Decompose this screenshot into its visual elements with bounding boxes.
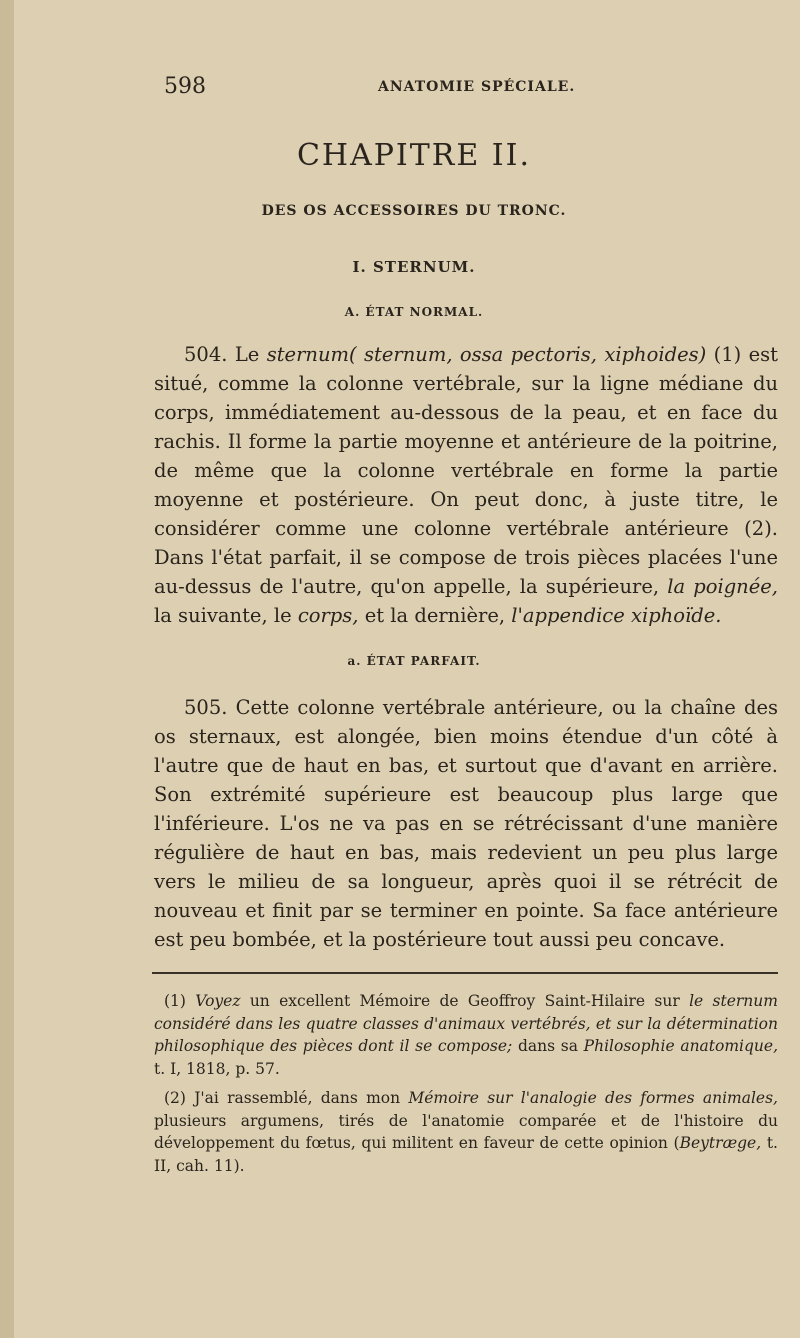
term-appendice: l'appendice xiphoïde. [511, 604, 722, 627]
subsection-title: A. ÉTAT NORMAL. [344, 305, 484, 319]
term-corps: corps, [297, 604, 359, 627]
paragraph-505: 505. Cette colonne vertébrale antérieure, ou la chaîne des os sternaux, est alongée, bien moins étendue d'un côté à l'autre que de haut en bas, et surtout que d'avant en arrière. Son extrémité supérieure est beaucoup plus large que l'inférieure. L'os ne va pas en se rétrécissant d'une manière régulière de haut en bas, mais redevient un peu plus large vers le milieu de sa longueur, après quoi il se rétrécit de nouveau et finit par se terminer en pointe. Sa face antérieure est peu bombée, et la postérieure tout aussi peu concave. [154, 696, 778, 951]
chapter-subtitle: DES OS ACCESSOIRES DU TRONC. [261, 203, 567, 219]
running-title: ANATOMIE SPÉCIALE. [378, 79, 576, 95]
footnote-divider [152, 972, 778, 974]
paragraph-number: 504. [184, 343, 228, 366]
term-poignee: la poignée, [667, 575, 779, 598]
page-header [148, 74, 778, 104]
footnote-marker: (2) [164, 1089, 186, 1107]
paragraph-504: 504. Le sternum( sternum, ossa pectoris, xiphoides) (1) est situé, comme la colonne vertébrale, sur la ligne médiane du corps, immédiatement au-dessous de la peau, et en face du rachis. Il forme la partie moyenne et antérieure de la poitrine, de même que la colonne vertébrale en forme la partie moyenne et postérieure. On peut donc, à juste titre, le considérer comme une colonne vertébrale antérieure (2). Dans l'état parfait, il se compose de trois pièces placées l'une au-dessus de l'autre, qu'on appelle, la supérieure, la poignée, la suivante, le corps, et la dernière, l'appendice xiphoïde. [154, 343, 779, 627]
subsubsection-title: a. ÉTAT PARFAIT. [347, 654, 481, 668]
paragraph-number: 505. [184, 696, 228, 719]
section-title: I. STERNUM. [352, 258, 476, 276]
footnote-1: (1) Voyez un excellent Mémoire de Geoffroy Saint-Hilaire sur le sternum considéré dans les quatre classes d'animaux vertébrés, et sur la détermination philosophique des pièces dont il se compose; dans sa Philosophie anatomique, t. I, 1818, p. 57. [154, 992, 779, 1078]
footnote-marker: (1) [164, 992, 186, 1010]
footnote-2: (2) J'ai rassemblé, dans mon Mémoire sur l'analogie des formes animales, plusieurs argumens, tirés de l'anatomie comparée et de l'histoire du développement du fœtus, qui militent en faveur de cette opinion (Beytræge, t. II, cah. 11). [154, 1089, 778, 1175]
chapter-title: CHAPITRE II. [296, 138, 532, 173]
term-synonyms: ( sternum, ossa pectoris, xiphoides) [349, 343, 707, 366]
term-sternum: sternum [266, 343, 350, 366]
page-number: 598 [164, 74, 206, 99]
